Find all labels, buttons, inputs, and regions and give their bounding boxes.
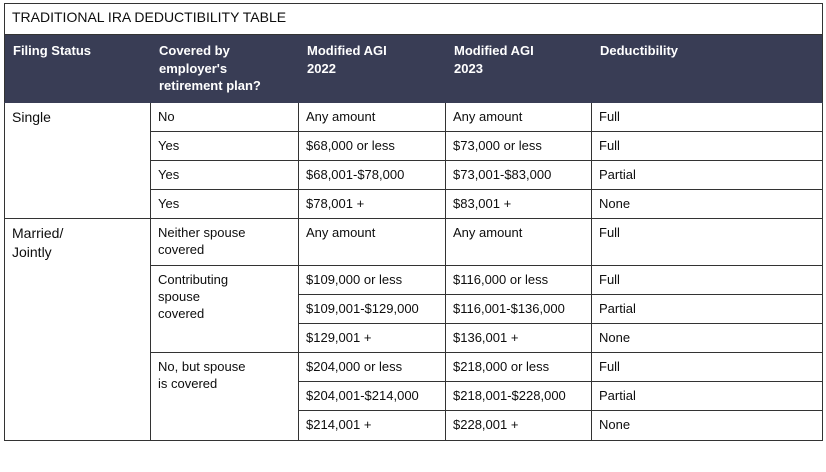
deductibility-cell: None xyxy=(592,323,823,352)
deductibility-cell: Full xyxy=(592,219,823,265)
deductibility-cell: Full xyxy=(592,353,823,382)
agi-2022-cell: Any amount xyxy=(299,102,446,131)
covered-line-2: spouse xyxy=(158,288,200,304)
column-header-covered-line-1: Covered by xyxy=(159,43,230,58)
agi-2022-cell: $204,001-$214,000 xyxy=(299,382,446,411)
deductibility-cell: Partial xyxy=(592,294,823,323)
covered-line-1: Yes xyxy=(158,166,180,182)
column-header-modified-agi-2022 xyxy=(299,35,446,103)
deductibility-cell: Full xyxy=(592,102,823,131)
agi-2023-cell: Any amount xyxy=(446,102,592,131)
filing-status-line-1: Single xyxy=(12,108,51,125)
agi-2023-cell: $218,001-$228,000 xyxy=(446,382,592,411)
deductibility-cell: Full xyxy=(592,265,823,294)
table-header-row xyxy=(5,35,823,103)
covered-line-1: Neither spouse xyxy=(158,225,246,241)
agi-2023-cell: $136,001 + xyxy=(446,323,592,352)
deductibility-cell: None xyxy=(592,411,823,440)
covered-cell xyxy=(151,102,299,131)
column-header-agi2022-line-2: 2022 xyxy=(307,60,336,76)
deductibility-cell: Partial xyxy=(592,160,823,189)
column-header-covered-line-3: retirement plan? xyxy=(159,78,261,94)
agi-2023-cell: $228,001 + xyxy=(446,411,592,440)
column-header-covered-line-2: employer's xyxy=(159,60,228,76)
column-header-agi2023-line-2: 2023 xyxy=(454,60,483,76)
agi-2023-cell: $73,000 or less xyxy=(446,131,592,160)
covered-line-3: covered xyxy=(158,305,205,321)
column-header-filing-status-line-1: Filing Status xyxy=(13,43,91,58)
covered-cell xyxy=(151,131,299,160)
agi-2023-cell: $218,000 or less xyxy=(446,353,592,382)
covered-cell xyxy=(151,265,299,352)
column-header-agi2022-line-1: Modified AGI xyxy=(307,43,387,58)
covered-line-1: Yes xyxy=(158,137,180,153)
agi-2022-cell: $214,001 + xyxy=(299,411,446,440)
column-header-deductibility xyxy=(592,35,823,103)
covered-line-1: No, but spouse xyxy=(158,359,246,375)
filing-status-line-2: Jointly xyxy=(12,243,52,260)
covered-line-1: No xyxy=(158,108,175,124)
agi-2022-cell: $129,001 + xyxy=(299,323,446,352)
agi-2023-cell: $83,001 + xyxy=(446,190,592,219)
covered-cell xyxy=(151,190,299,219)
filing-status-line-1: Married/ xyxy=(12,225,64,242)
agi-2022-cell: $109,000 or less xyxy=(299,265,446,294)
deductibility-cell: None xyxy=(592,190,823,219)
covered-line-1: Contributing xyxy=(158,271,229,287)
agi-2023-cell: $116,001-$136,000 xyxy=(446,294,592,323)
covered-line-2: covered xyxy=(158,242,205,258)
covered-cell xyxy=(151,353,299,440)
table-title: TRADITIONAL IRA DEDUCTIBILITY TABLE xyxy=(5,4,823,35)
table-title-row xyxy=(5,4,823,35)
agi-2022-cell: $109,001-$129,000 xyxy=(299,294,446,323)
deductibility-cell: Partial xyxy=(592,382,823,411)
agi-2022-cell: $204,000 or less xyxy=(299,353,446,382)
filing-status-cell-single xyxy=(5,102,151,219)
filing-status-cell-married-jointly xyxy=(5,219,151,440)
column-header-filing-status xyxy=(5,35,151,103)
agi-2023-cell: $73,001-$83,000 xyxy=(446,160,592,189)
column-header-agi2023-line-1: Modified AGI xyxy=(454,43,534,58)
table-row xyxy=(5,102,823,131)
agi-2023-cell: $116,000 or less xyxy=(446,265,592,294)
agi-2022-cell: $68,000 or less xyxy=(299,131,446,160)
column-header-deductibility-line-1: Deductibility xyxy=(600,43,679,58)
deductibility-cell: Full xyxy=(592,131,823,160)
covered-line-2: is covered xyxy=(158,376,218,392)
agi-2023-cell: Any amount xyxy=(446,219,592,265)
agi-2022-cell: Any amount xyxy=(299,219,446,265)
table-row xyxy=(5,219,823,265)
covered-cell xyxy=(151,219,299,265)
agi-2022-cell: $68,001-$78,000 xyxy=(299,160,446,189)
covered-cell xyxy=(151,160,299,189)
column-header-modified-agi-2023 xyxy=(446,35,592,103)
traditional-ira-deductibility-table xyxy=(4,3,823,441)
column-header-covered-by-employer-plan xyxy=(151,35,299,103)
agi-2022-cell: $78,001 + xyxy=(299,190,446,219)
covered-line-1: Yes xyxy=(158,196,180,212)
